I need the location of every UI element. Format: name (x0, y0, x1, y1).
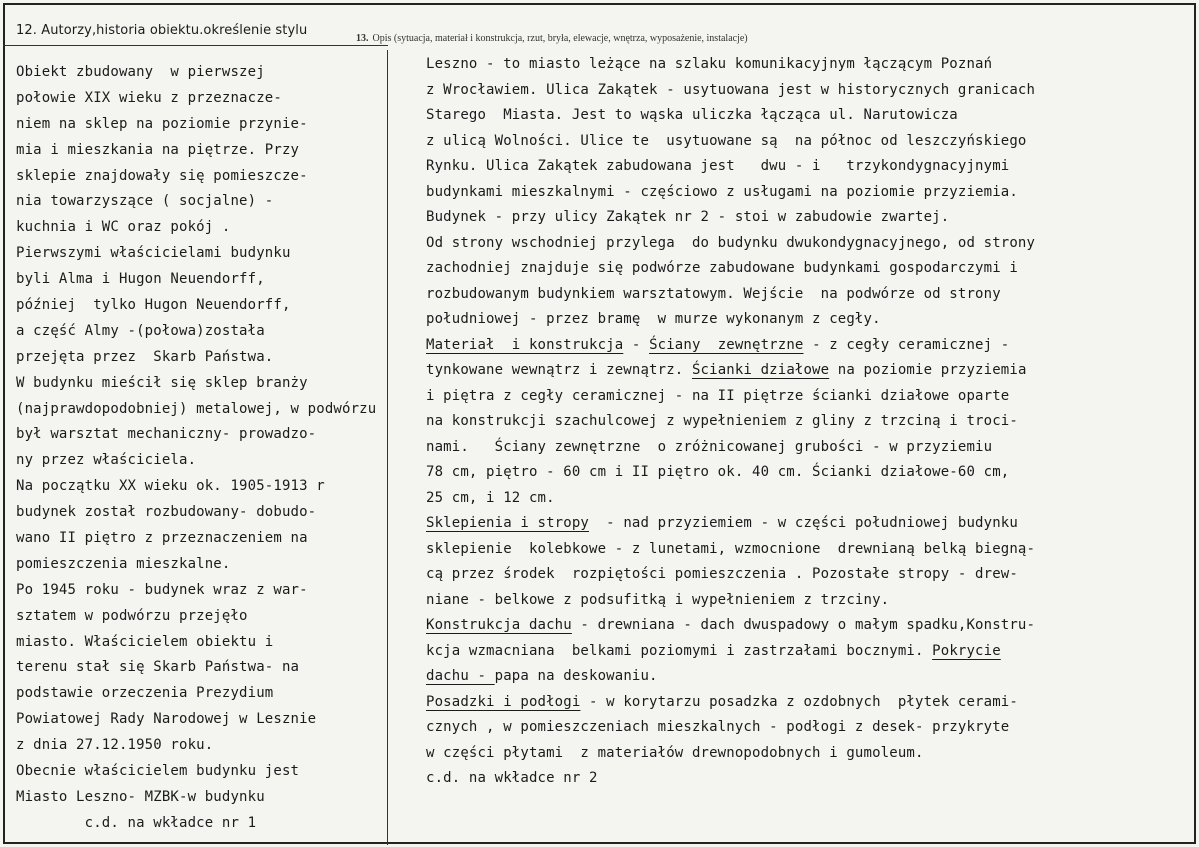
description-text-line (426, 664, 1186, 690)
description-text-line (426, 486, 1186, 512)
underlined-heading: Konstrukcja dachu (426, 617, 572, 633)
header-divider (3, 45, 388, 46)
description-text-line (426, 715, 1186, 741)
underlined-heading: Ściany zewnętrzne (649, 336, 804, 353)
text-segment: papa na deskowaniu. (494, 668, 658, 684)
text-segment: budynkami mieszkalnymi - częściowo z usługami na poziomie przyziemia. (426, 183, 1018, 200)
text-segment: i piętra z cegły ceramicznej - na II piętrze ścianki działowe oparte (426, 387, 1010, 404)
description-text-line (426, 307, 1186, 333)
underlined-heading: Posadzki i podłogi (426, 693, 581, 710)
history-text-line: z dnia 27.12.1950 roku. (16, 737, 214, 754)
history-text-line: nia towarzyszące ( socjalne) - (16, 193, 274, 210)
text-segment: niane - belkowe z podsufitką i wypełnieniem z trzciny. (426, 591, 890, 608)
description-text-line (426, 154, 1186, 180)
description-text-line (426, 333, 1186, 359)
description-text-line (426, 409, 1186, 435)
text-segment: 78 cm, piętro - 60 cm i II piętro ok. 40 cm. Ścianki działowe-60 cm, (426, 464, 1010, 480)
description-text-line (426, 231, 1186, 257)
history-text-line: Obecnie właścicielem budynku jest (16, 763, 300, 780)
history-text-line: Pierwszymi właścicielami budynku (16, 245, 291, 262)
text-segment: - (623, 336, 650, 353)
text-segment: zachodniej znajduje się podwórze zabudowane budynkami gospodarczymi i (426, 260, 1018, 276)
description-text-line (426, 384, 1186, 410)
text-segment: w części płytami z materiałów drewnopodobnych i gumoleum. (426, 744, 924, 761)
description-text-line (426, 562, 1186, 588)
text-segment: - nad przyziemiem - w części południowej budynku (589, 515, 1018, 531)
text-segment: z Wrocławiem. Ulica Zakątek - usytuowana jest w historycznych granicach (426, 81, 1036, 98)
description-column (426, 52, 1186, 792)
text-segment: - drewniana - dach dwuspadowy o małym spadku,Konstru- (571, 617, 1036, 633)
history-text-line: sklepie znajdowały się pomieszcze- (16, 167, 308, 184)
text-segment: 25 cm, i 12 cm. (426, 489, 555, 506)
text-segment: na konstrukcji szachulcowej z wypełnieniem z gliny z trzciną i troci- (426, 413, 1018, 429)
description-text-line (426, 103, 1186, 129)
description-text-line (426, 180, 1186, 206)
section-12-heading: 12. Autorzy,historia obiektu.określenie stylu (16, 23, 308, 38)
history-text-line: kuchnia i WC oraz pokój . (16, 219, 231, 236)
history-text-line: c.d. na wkładce nr 1 (16, 814, 257, 831)
underlined-heading: Sklepienia i stropy (426, 515, 589, 531)
description-text-line (426, 256, 1186, 282)
text-segment: Rynku. Ulica Zakątek zabudowana jest dwu - i trzykondygnacyjnymi (426, 158, 1010, 174)
history-text-line: przejęta przez Skarb Państwa. (16, 348, 274, 365)
description-text-line (426, 741, 1186, 767)
text-segment: sklepienie kolebkowe - z lunetami, wzmocnione drewnianą belką biegną- (426, 540, 1036, 557)
history-text-line: sztatem w podwórzu przejęło (16, 607, 248, 624)
text-segment: cą przez środek rozpiętości pomieszczenia . Pozostałe stropy - drew- (426, 566, 1018, 582)
text-segment: Od strony wschodniej przylega do budynku dwukondygnacyjnego, od strony (426, 234, 1036, 251)
text-segment: - z cegły ceramicznej - (803, 336, 1010, 353)
history-text-line: byli Alma i Hugon Neuendorff, (16, 271, 265, 288)
history-text-line: budynek został rozbudowany- dobudo- (16, 504, 317, 521)
text-segment: Budynek - przy ulicy Zakątek nr 2 - stoi w zabudowie zwartej. (426, 209, 950, 225)
text-segment: Starego Miasta. Jest to wąska uliczka łącząca ul. Narutowicza (426, 107, 958, 123)
section-13-heading (356, 33, 748, 44)
description-text-line (426, 205, 1186, 231)
description-text-line (426, 282, 1186, 308)
history-text-line: mia i mieszkania na piętrze. Przy (16, 141, 300, 158)
text-segment: kcja wzmacniana belkami poziomymi i zastrzałami bocznymi. (426, 642, 933, 659)
description-text-line (426, 537, 1186, 563)
history-text-line: niem na sklep na poziomie przynie- (16, 115, 308, 132)
description-text-line (426, 613, 1186, 639)
text-segment: rozbudowanym budynkiem warsztatowym. Wejście na podwórze od strony (426, 285, 1001, 302)
history-text-line: Obiekt zbudowany w pierwszej (16, 64, 265, 80)
description-text-line (426, 129, 1186, 155)
description-text-line (426, 358, 1186, 384)
text-segment: na poziomie przyziemia (829, 362, 1027, 378)
history-text-line: później tylko Hugon Neuendorff, (16, 297, 291, 314)
history-text-line: W budynku mieścił się sklep branży (16, 374, 308, 391)
text-segment: z ulicą Wolności. Ulice te usytuowane są na północ od leszczyńskiego (426, 132, 1027, 149)
underlined-heading: Pokrycie (932, 642, 1001, 659)
text-segment: nami. Ściany zewnętrzne o zróżnicowanej grubości - w przyziemiu (426, 438, 993, 455)
history-text-line: Powiatowej Rady Narodowej w Lesznie (16, 711, 317, 728)
history-text-line: był warsztat mechaniczny- prowadzo- (16, 426, 317, 443)
history-text-line: podstawie orzeczenia Prezydium (16, 685, 274, 702)
text-segment: c.d. na wkładce nr 2 (426, 770, 598, 786)
description-text-line (426, 690, 1186, 716)
text-segment: południowej - przez bramę w murze wykonanym z cegły. (426, 311, 881, 327)
description-text-line (426, 766, 1186, 792)
description-text-line (426, 588, 1186, 614)
history-text-line: Na początku XX wieku ok. 1905-1913 r (16, 478, 325, 495)
description-text-line (426, 639, 1186, 665)
description-text-line (426, 460, 1186, 486)
description-text-line (426, 435, 1186, 461)
text-segment: cznych , w pomieszczeniach mieszkalnych - podłogi z desek- przykryte (426, 719, 1010, 735)
text-segment: tynkowane wewnątrz i zewnątrz. (426, 362, 692, 378)
underlined-heading: Materiał i konstrukcja (426, 336, 624, 353)
description-text-line (426, 78, 1186, 104)
history-text-line: połowie XIX wieku z przeznacze- (16, 89, 282, 106)
section-13-title: Opis (sytuacja, materiał i konstrukcja, rzut, bryła, elewacje, wnętrza, wyposażenie, instalacje) (372, 33, 748, 44)
history-text-line: miasto. Właścicielem obiektu i (16, 633, 274, 650)
history-text-line: wano II piętro z przeznaczeniem na (16, 530, 308, 547)
underlined-heading: dachu - (426, 668, 495, 684)
history-column (16, 60, 388, 837)
history-text-line: a część Almy -(połowa)została (16, 322, 265, 339)
history-text-line: Miasto Leszno- MZBK-w budynku (16, 788, 265, 805)
underlined-heading: Ścianki działowe (691, 362, 830, 378)
description-text-line (426, 511, 1186, 537)
text-segment: Leszno - to miasto leżące na szlaku komunikacyjnym łączącym Poznań (426, 56, 993, 72)
history-text-line: ny przez właściciela. (16, 452, 197, 469)
section-13-number: 13. (356, 33, 369, 44)
history-text-line: (najprawdopodobniej) metalowej, w podwórzu (16, 400, 377, 417)
history-text-line: terenu stał się Skarb Państwa- na (16, 659, 300, 676)
text-segment: - w korytarzu posadzka z ozdobnych płytek cerami- (580, 693, 1018, 710)
history-text-line: Po 1945 roku - budynek wraz z war- (16, 581, 308, 598)
history-text-line: pomieszczenia mieszkalne. (16, 555, 231, 572)
description-text-line (426, 52, 1186, 78)
